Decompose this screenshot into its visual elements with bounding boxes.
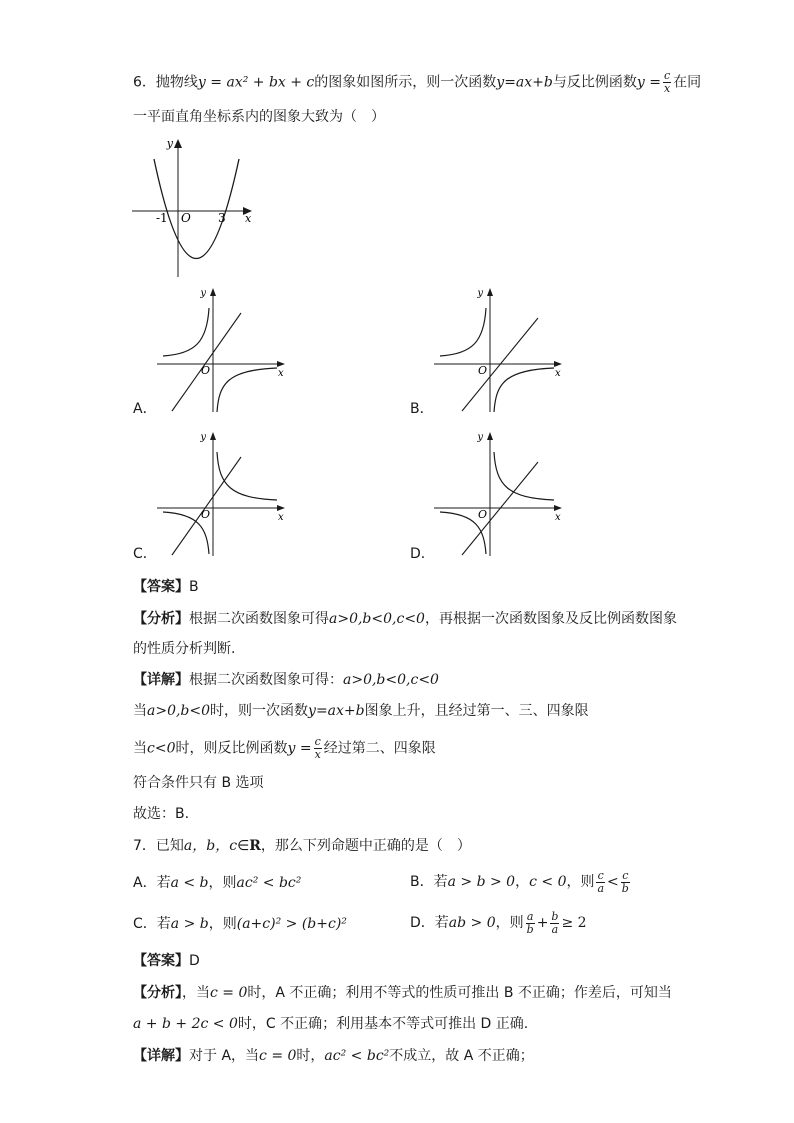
y-axis-arrow bbox=[210, 432, 216, 440]
math-expr: ≥ 2 bbox=[561, 915, 587, 931]
q6-option-c-graph bbox=[155, 428, 290, 558]
option-d-label[interactable]: D． bbox=[410, 546, 435, 562]
math-expr: (a+c)² > (b+c)² bbox=[236, 916, 347, 932]
q7-text: ，当 bbox=[182, 985, 210, 1001]
q7-answer bbox=[133, 951, 200, 971]
q7-text: 对于 A，当 bbox=[189, 1048, 260, 1064]
detail-label: 【详解】 bbox=[133, 672, 189, 688]
q6-parabola-expr: y = ax² + bx + c bbox=[197, 74, 315, 91]
fraction-denominator: b bbox=[526, 922, 534, 936]
fraction bbox=[314, 736, 322, 761]
fraction-denominator: a bbox=[551, 922, 559, 936]
origin-label: O bbox=[201, 364, 211, 377]
y-axis-label: y bbox=[200, 288, 206, 299]
q6-detail-line4: 符合条件只有 B 选项 bbox=[133, 775, 264, 791]
q6-text: 根据二次函数图象可得 bbox=[189, 611, 329, 627]
q6-option-d-graph bbox=[432, 428, 567, 558]
q6-recip-fraction bbox=[663, 70, 671, 95]
q6-text: 的图象如图所示，则一次函数 bbox=[314, 74, 497, 91]
fraction-denominator: a bbox=[597, 881, 605, 895]
q6-text: ，再根据一次函数图象及反比例函数图象 bbox=[424, 611, 677, 627]
q7-text: ， bbox=[515, 874, 530, 890]
hyperbola-branch bbox=[440, 308, 486, 356]
q6-stem-line1 bbox=[133, 70, 701, 95]
q6-text: 时，则反比例函数 bbox=[175, 740, 288, 757]
math-expr: c<0 bbox=[147, 740, 176, 757]
x-axis-arrow bbox=[554, 361, 562, 367]
math-expr: ab > 0 bbox=[448, 915, 496, 931]
x-axis-label: x bbox=[555, 368, 561, 379]
x-axis-arrow bbox=[554, 505, 562, 511]
fraction-numerator: c bbox=[663, 69, 671, 82]
q7-text: 时，A 不正确；利用不等式的性质可推出 B 不正确；作差后，可知当 bbox=[247, 985, 672, 1001]
q7-analysis-line2 bbox=[133, 1014, 528, 1034]
fraction-numerator: a bbox=[526, 909, 534, 923]
math-expr: a > b > 0 bbox=[447, 874, 516, 890]
q6-detail-line5: 故选：B. bbox=[133, 806, 190, 822]
q6-option-b-graph bbox=[432, 284, 567, 414]
math-expr: ac² < bc² bbox=[236, 875, 302, 891]
q7-text: ，那么下列命题中正确的是（ ） bbox=[260, 838, 471, 854]
math-expr: + bbox=[536, 915, 549, 931]
y-axis-label: y bbox=[200, 432, 206, 443]
hyperbola-branch bbox=[217, 452, 277, 500]
origin-label: O bbox=[478, 508, 488, 521]
q7-option-b[interactable] bbox=[410, 869, 632, 895]
q6-answer bbox=[133, 577, 199, 597]
answer-label: 【答案】 bbox=[133, 953, 189, 969]
math-expr: ac² < bc² bbox=[324, 1048, 390, 1064]
x-axis-arrow bbox=[277, 505, 285, 511]
math-expr: a>0,b<0,c<0 bbox=[343, 672, 439, 688]
option-c-label: C．若 bbox=[133, 916, 171, 932]
origin-label: O bbox=[181, 211, 191, 225]
parabola-curve bbox=[154, 159, 239, 259]
fraction-denominator: b bbox=[621, 881, 629, 895]
q6-detail bbox=[133, 670, 439, 690]
q7-stem bbox=[133, 836, 471, 856]
hyperbola-branch bbox=[494, 368, 554, 412]
math-expr: c < 0 bbox=[529, 874, 567, 890]
q7-text: ，则 bbox=[208, 875, 237, 891]
option-a-label[interactable]: A． bbox=[133, 401, 157, 417]
q7-text: 已知 bbox=[155, 838, 184, 854]
hyperbola-branch bbox=[494, 452, 554, 500]
fraction-numerator: c bbox=[597, 868, 604, 882]
fraction bbox=[621, 870, 630, 895]
math-expr: c = 0 bbox=[259, 1048, 297, 1064]
q7-text: ，则 bbox=[566, 874, 595, 890]
q6-text: 经过第二、四象限 bbox=[323, 740, 436, 757]
q6-analysis bbox=[133, 609, 677, 629]
q6-detail-line2 bbox=[133, 701, 589, 721]
q7-analysis bbox=[133, 983, 672, 1003]
q6-text: 根据二次函数图象可得： bbox=[189, 672, 343, 688]
math-expr: c = 0 bbox=[210, 985, 248, 1001]
answer-label: 【答案】 bbox=[133, 579, 189, 595]
q6-parabola-graph bbox=[130, 135, 260, 280]
q6-recip-lhs: y = bbox=[636, 74, 661, 91]
y-axis-arrow bbox=[210, 288, 216, 296]
q6-detail-line3 bbox=[133, 736, 436, 761]
q7-text: ，则 bbox=[208, 916, 237, 932]
q6-text: 与反比例函数 bbox=[552, 74, 637, 91]
fraction-numerator: c bbox=[622, 868, 629, 882]
origin-label: O bbox=[478, 364, 488, 377]
answer-value: B bbox=[189, 579, 199, 595]
q7-text: ，则 bbox=[495, 915, 524, 931]
analysis-label: 【分析】 bbox=[133, 611, 189, 627]
x-axis-arrow bbox=[277, 361, 285, 367]
math-expr: y = bbox=[287, 740, 312, 757]
q7-text: 时，C 不正确；利用基本不等式可推出 D 正确. bbox=[237, 1016, 529, 1032]
fraction-numerator: b bbox=[551, 909, 559, 923]
q6-text: 在同 bbox=[673, 74, 702, 91]
math-expr: a + b + 2c < 0 bbox=[133, 1016, 238, 1032]
option-b-label[interactable]: B． bbox=[410, 401, 434, 417]
q7-text: 不成立，故 A 不正确； bbox=[389, 1048, 534, 1064]
analysis-label: 【分析】 bbox=[133, 985, 182, 1001]
x-axis-label: x bbox=[278, 368, 284, 379]
y-axis-arrow bbox=[487, 432, 493, 440]
detail-label: 【详解】 bbox=[133, 1048, 189, 1064]
option-d-label: D．若 bbox=[410, 915, 449, 931]
q6-text: 图象上升，且经过第一、三、四象限 bbox=[364, 703, 589, 719]
x-axis-label: x bbox=[555, 512, 561, 523]
fraction-numerator: c bbox=[314, 735, 321, 748]
q6-number: 6． bbox=[133, 74, 156, 91]
x-axis-label: x bbox=[245, 212, 252, 225]
fraction-denominator: x bbox=[314, 748, 321, 761]
q7-option-a[interactable] bbox=[133, 873, 301, 893]
math-expr: a，b，c bbox=[183, 838, 238, 854]
q6-analysis-line2: 的性质分析判断. bbox=[133, 641, 236, 657]
math-expr: a < b bbox=[170, 875, 209, 891]
root-left-label: -1 bbox=[156, 211, 168, 225]
answer-value: D bbox=[189, 953, 200, 969]
y-axis-arrow bbox=[174, 139, 182, 148]
q7-option-c[interactable] bbox=[133, 914, 347, 934]
option-c-label[interactable]: C． bbox=[133, 546, 157, 562]
fraction bbox=[526, 911, 535, 936]
q7-text: 时， bbox=[296, 1048, 325, 1064]
fraction bbox=[596, 870, 605, 895]
q6-text: 抛物线 bbox=[155, 74, 198, 91]
q6-stem-line2: 一平面直角坐标系内的图象大致为（ ） bbox=[133, 109, 385, 125]
fraction-denominator: x bbox=[663, 82, 671, 95]
hyperbola-branch bbox=[163, 308, 209, 356]
fraction bbox=[550, 911, 559, 936]
math-expr: y=ax+b bbox=[308, 703, 365, 719]
origin-label: O bbox=[201, 508, 211, 521]
q7-detail bbox=[133, 1046, 534, 1066]
q7-option-d[interactable] bbox=[410, 910, 587, 936]
math-expr: a>0,b<0 bbox=[147, 703, 211, 719]
math-expr: < bbox=[607, 874, 619, 890]
q6-linear-expr: y=ax+b bbox=[496, 74, 553, 91]
q6-text: 当 bbox=[133, 740, 147, 757]
y-axis-arrow bbox=[487, 288, 493, 296]
y-axis-label: y bbox=[166, 137, 173, 150]
math-expr: ∈ bbox=[237, 838, 250, 854]
y-axis-label: y bbox=[477, 432, 483, 443]
q6-text: 当 bbox=[133, 703, 147, 719]
q7-number: 7． bbox=[133, 838, 156, 854]
math-expr: a>0,b<0,c<0 bbox=[329, 611, 425, 627]
y-axis-label: y bbox=[477, 288, 483, 299]
math-expr: a > b bbox=[170, 916, 209, 932]
hyperbola-branch bbox=[217, 368, 277, 412]
q6-text: 时，则一次函数 bbox=[210, 703, 309, 719]
option-b-label: B．若 bbox=[410, 874, 448, 890]
root-right-label: 3 bbox=[218, 211, 226, 225]
option-a-label: A．若 bbox=[133, 875, 171, 891]
q6-option-a-graph bbox=[155, 284, 290, 414]
x-axis-label: x bbox=[278, 512, 284, 523]
math-expr: R bbox=[249, 838, 261, 854]
